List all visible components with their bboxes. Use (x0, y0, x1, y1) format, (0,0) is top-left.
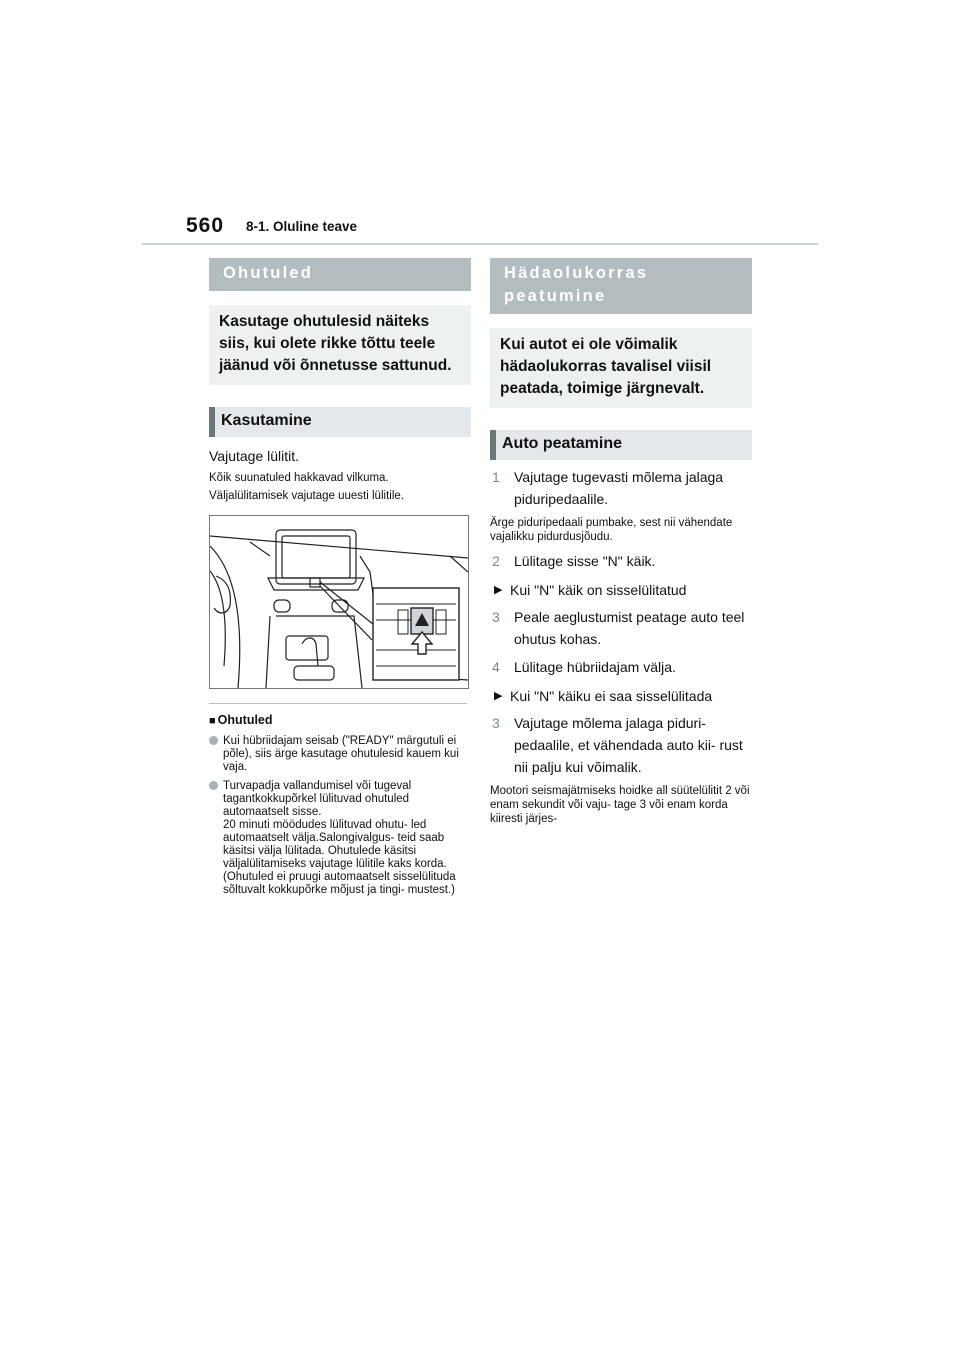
instruction-text: Vajutage lülitit. (209, 448, 300, 464)
intro-box: Kasutage ohutulesid näiteks siis, kui olete rikke tõttu teele jäänud või õnnetusse sattunud. (209, 305, 471, 385)
list-item: Turvapadja vallandumisel või tugeval tagantkokkupõrkel lülituvad ohutuled automaatselt sisse. 20 minuti möödudes lülituvad ohutu- led automaatselt välja.Salongivalgus- teid saab käsitsi välja lülitada. Ohutulede käsitsi väljalülitamiseks vajutage lülitile kaks korda. (Ohutuled ei pruugi automaatselt sisselülituda sõltuvalt kokkupõrke mõjust ja tingi- mustest.) (209, 780, 471, 897)
section-reference: 8-1. Oluline teave (246, 219, 358, 234)
step-item: 3 Peale aeglustumist peatage auto teel ohutus kohas. (492, 609, 745, 647)
subsection-title-usage: Kasutamine (209, 407, 471, 437)
step-item: 4 Lülitage hübriidajam välja. (492, 659, 676, 675)
bullet-dot-icon (209, 781, 218, 790)
subsection-title-stopping: Auto peatamine (490, 430, 752, 460)
right-column (490, 258, 752, 826)
dashboard-drawing (210, 516, 468, 688)
bullets-heading: ■ Ohutuled (209, 713, 273, 727)
note-text: Väljalülitamisek vajutage uuesti lülitile. (209, 490, 404, 502)
condition-item: ▶ Kui "N" käik on sisselülitatud (494, 582, 687, 598)
condition-item: ▶ Kui "N" käiku ei saa sisselülitada (494, 688, 713, 704)
triangle-right-icon: ▶ (494, 584, 503, 596)
page-number: 560 (186, 214, 225, 237)
dashboard-illustration (209, 515, 469, 689)
square-bullet-icon: ■ (209, 715, 216, 727)
section-title-hazard-lights: Ohutuled (209, 258, 471, 291)
section-title-emergency-stop: Hädaolukorras peatumine (490, 258, 752, 314)
note-text: Mootori seismajätmiseks hoidke all süütelülitit 2 või enam sekundit või vaju- tage 3 või enam korda kiiresti järjes- (490, 785, 750, 825)
left-column (209, 258, 471, 897)
note-text: Kõik suunatuled hakkavad vilkuma. (209, 472, 389, 484)
header-divider (142, 243, 818, 245)
step-item: 2 Lülitage sisse "N" käik. (492, 553, 656, 569)
figure-divider (209, 703, 467, 704)
intro-box: Kui autot ei ole võimalik hädaolukorras tavalisel viisil peatada, toimige järgnevalt. (490, 328, 752, 408)
triangle-right-icon: ▶ (494, 690, 503, 702)
bullet-dot-icon (209, 736, 218, 745)
step-item: 1 Vajutage tugevasti mõlema jalaga piduripedaalile. (492, 469, 724, 507)
note-text: Ärge piduripedaali pumbake, sest nii vähendate vajalikku pidurdusjõudu. (490, 517, 733, 543)
step-item: 3 Vajutage mõlema jalaga piduri- pedaalile, et vähendada auto kii- rust nii palju kui võimalik. (492, 715, 743, 775)
list-item: Kui hübriidajam seisab ("READY" märgutuli ei põle), siis ärge kasutage ohutulesid kauem kui vaja. (209, 735, 471, 774)
